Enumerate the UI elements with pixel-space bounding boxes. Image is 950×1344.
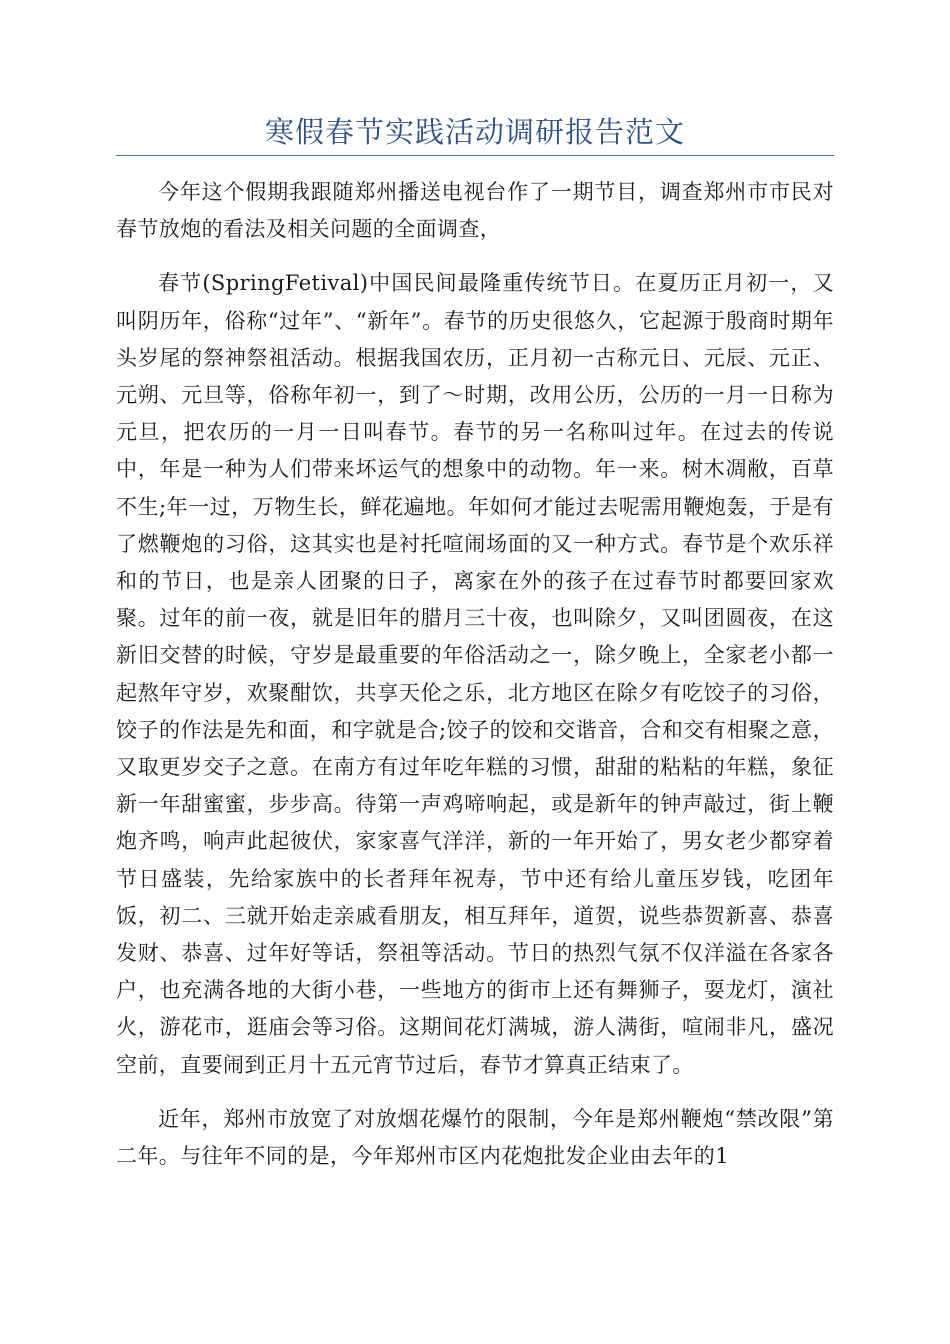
paragraph-firecracker-policy: 近年，郑州市放宽了对放烟花爆竹的限制，今年是郑州鞭炮“禁改限”第二年。与往年不同的是，今年郑州市区内花炮批发企业由去年的1 — [116, 1106, 834, 1169]
paragraph-intro: 今年这个假期我跟随郑州播送电视台作了一期节目，调查郑州市市民对春节放炮的看法及相关问题的全面调查， — [116, 180, 834, 242]
document-title: 寒假春节实践活动调研报告范文 — [264, 115, 685, 149]
paragraph-spring-festival: 春节(SpringFetival)中国民间最隆重传统节日。在夏历正月初一，又叫阴历年，俗称“过年”、“新年”。春节的历史很悠久，它起源于殷商时期年头岁尾的祭神祭祖活动。根据我国农历，正月初一古称元日、元辰、元正、元朔、元旦等，俗称年初一，到了～时期，改用公历，公历的一月一日称为元旦，把农历的一月一日叫春节。春节的另一名称叫过年。在过去的传说中，年是一种为人们带来坏运气的想象中的动物。年一来。树木凋敝，百草不生;年一过，万物生长，鲜花遍地。年如何才能过去呢需用鞭炮轰，于是有了燃鞭炮的习俗，这其实也是衬托喧闹场面的又一种方式。春节是个欢乐祥和的节日，也是亲人团聚的日子，离家在外的孩子在过春节时都要回家欢聚。过年的前一夜，就是旧年的腊月三十夜，也叫除夕，又叫团圆夜，在这新旧交替的时候，守岁是最重要的年俗活动之一，除夕晚上，全家老小都一起熬年守岁，欢聚酣饮，共享天伦之乐，北方地区在除夕有吃饺子的习俗，饺子的作法是先和面，和字就是合;饺子的饺和交谐音，合和交有相聚之意，又取更岁交子之意。在南方有过年吃年糕的习惯，甜甜的粘粘的年糕，象征新一年甜蜜蜜，步步高。待第一声鸡啼响起，或是新年的钟声敲过，街上鞭炮齐鸣，响声此起彼伏，家家喜气洋洋，新的一年开始了，男女老少都穿着节日盛装，先给家族中的长者拜年祝寿，节中还有给儿童压岁钱，吃团年饭，初二、三就开始走亲戚看朋友，相互拜年，道贺，说些恭贺新喜、恭喜发财、恭喜、过年好等话，祭祖等活动。节日的热烈气氛不仅洋溢在各家各户，也充满各地的大街小巷，一些地方的街市上还有舞狮子，耍龙灯，演社火，游花市，逛庙会等习俗。这期间花灯满城，游人满街，喧闹非凡，盛况空前，直要闹到正月十五元宵节过后，春节才算真正结束了。 — [116, 271, 834, 1077]
document-body — [116, 174, 834, 1192]
title-underline — [116, 155, 834, 156]
